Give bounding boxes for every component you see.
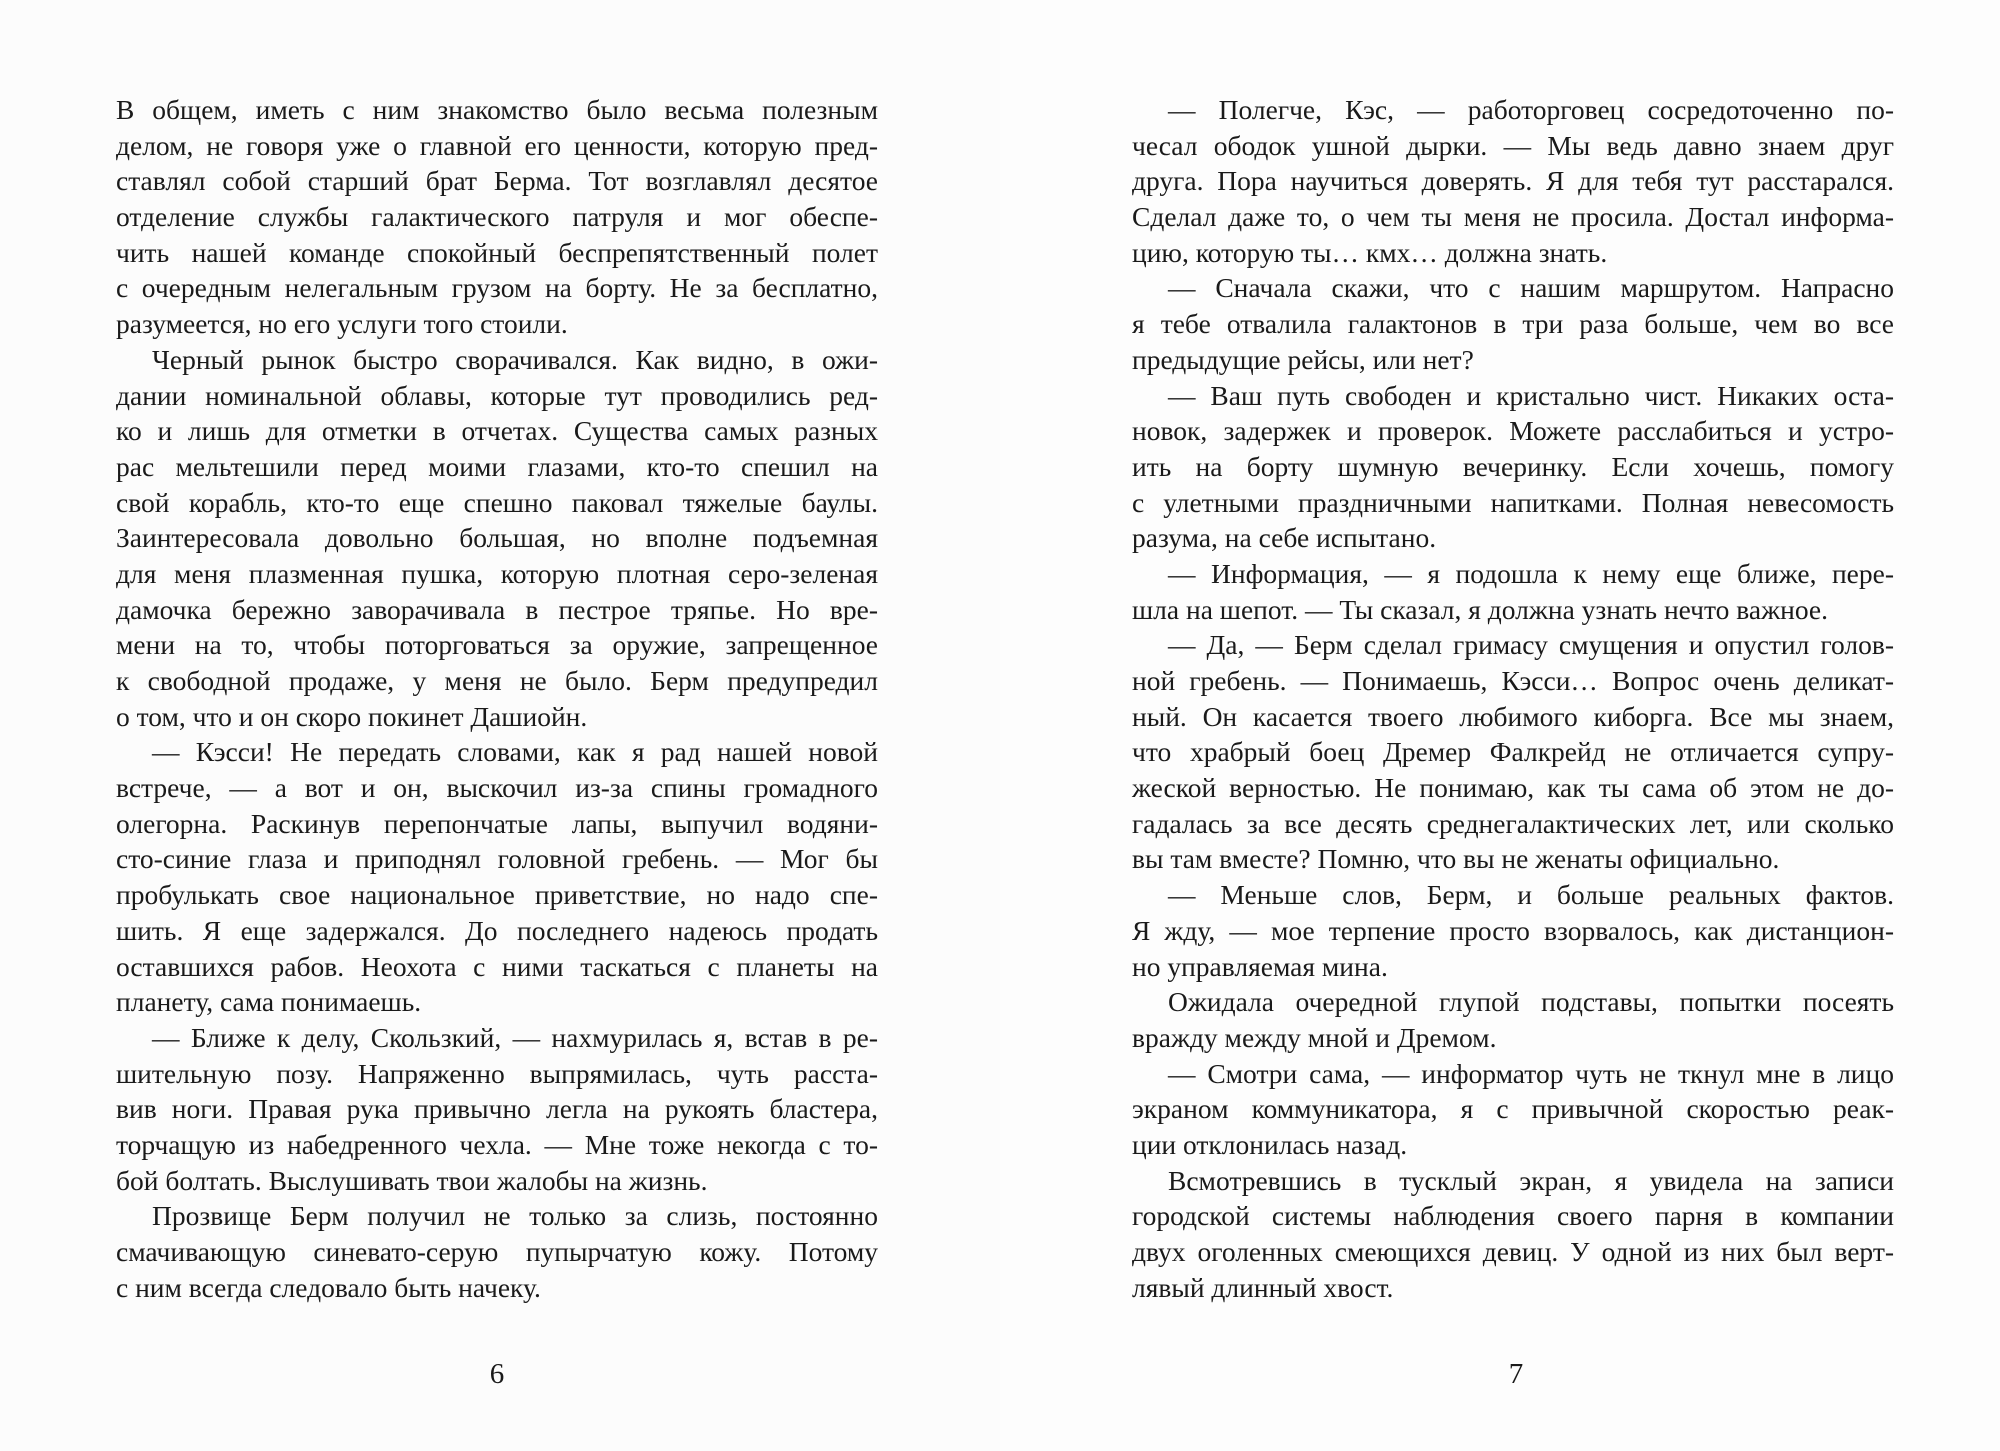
text-line: бой болтать. Выслушивать твои жалобы на жизнь. (116, 1164, 708, 1196)
text-line: с очередным нелегальным грузом на борту. Не за бесплатно, (116, 272, 878, 304)
paragraph (1132, 877, 1894, 984)
text-line: с улетными праздничными напитками. Полная невесомость (1132, 486, 1894, 518)
text-line: о том, что и он скоро покинет Дашиойн. (116, 700, 588, 732)
text-line: ставлял собой старший брат Берма. Тот возглавлял десятое (116, 165, 878, 197)
paragraph (1132, 1163, 1894, 1306)
text-line: рас мельтешили перед моими глазами, кто-то спешил на (116, 450, 878, 482)
text-line: Ожидала очередной глупой подставы, попытки посеять (1168, 986, 1894, 1018)
page-number: 7 (1508, 1358, 1524, 1390)
text-line: чить нашей команде спокойный беспрепятственный полет (116, 236, 878, 268)
text-line: шла на шепот. — Ты сказал, я должна узнать нечто важное. (1132, 593, 1828, 625)
text-line: для меня плазменная пушка, которую плотная серо-зеленая (116, 557, 878, 589)
text-line: разума, на себе испытано. (1132, 522, 1437, 554)
text-line: — Информация, — я подошла к нему еще ближе, пере- (1168, 557, 1894, 589)
page-number: 6 (489, 1358, 505, 1390)
text-line: сто-синие глаза и приподнял головной гребень. — Мог бы (116, 843, 878, 875)
text-line: цию, которую ты… кмх… должна знать. (1132, 236, 1608, 268)
left-page-text (116, 92, 878, 1305)
paragraph (1132, 556, 1894, 627)
text-line: вражду между мной и Дремом. (1132, 1021, 1497, 1053)
text-line: мени на то, чтобы поторговаться за оружие, запрещенное (116, 629, 878, 661)
text-line: чесал ободок ушной дырки. — Мы ведь давно знаем друг (1132, 129, 1894, 161)
text-line: — Кэсси! Не передать словами, как я рад нашей новой (152, 736, 878, 768)
text-line: к свободной продаже, у меня не было. Берм предупредил (116, 665, 878, 696)
text-line: гадалась за все десять среднегалактических лет, или сколько (1132, 807, 1894, 839)
text-line: — Сначала скажи, что с нашим маршрутом. Напрасно (1168, 272, 1894, 304)
text-line: новок, задержек и проверок. Можете расслабиться и устро- (1132, 415, 1894, 447)
text-line: — Полегче, Кэс, — работорговец сосредоточенно по- (1168, 94, 1894, 125)
text-line: ко и лишь для отметки в отчетах. Существа самых разных (116, 415, 878, 447)
right-page-text (1132, 92, 1894, 1305)
text-line: отделение службы галактического патруля и мог обеспе- (116, 201, 878, 233)
text-line: городской системы наблюдения своего парня в компании (1132, 1200, 1894, 1232)
text-line: ной гребень. — Понимаешь, Кэсси… Вопрос очень деликат- (1132, 665, 1894, 696)
paragraph (116, 92, 878, 342)
text-line: торчащую из набедренного чехла. — Мне тоже некогда с то- (116, 1128, 878, 1160)
paragraph (1132, 627, 1894, 877)
text-line: Заинтересовала довольно большая, но вполне подъемная (116, 522, 878, 554)
text-line: жеской верностью. Не понимаю, как ты сама об этом не до- (1132, 772, 1894, 804)
text-line: вив ноги. Правая рука привычно легла на рукоять бластера, (116, 1093, 878, 1125)
right-page (1000, 0, 2000, 1451)
text-line: двух оголенных смеющихся девиц. У одной из них был верт- (1132, 1236, 1894, 1267)
paragraph (116, 734, 878, 1020)
text-line: делом, не говоря уже о главной его ценности, которую пред- (116, 129, 878, 161)
text-line: — Ближе к делу, Скользкий, — нахмурилась я, встав в ре- (152, 1021, 878, 1053)
text-line: Я жду, — мое терпение просто взорвалось, как дистанцион- (1132, 914, 1894, 946)
text-line: планету, сама понимаешь. (116, 986, 422, 1018)
text-line: смачивающую синевато-серую пупырчатую кожу. Потому (116, 1236, 878, 1267)
text-line: лявый длинный хвост. (1132, 1271, 1394, 1303)
text-line: друга. Пора научиться доверять. Я для тебя тут расстарался. (1132, 165, 1894, 197)
paragraph (116, 342, 878, 735)
text-line: Сделал даже то, о чем ты меня не просила. Достал информа- (1132, 201, 1894, 233)
text-line: что храбрый боец Дремер Фалкрейд не отличается супру- (1132, 736, 1894, 768)
paragraph (1132, 378, 1894, 556)
text-line: экраном коммуникатора, я с привычной скоростью реак- (1132, 1093, 1894, 1125)
paragraph (1132, 1056, 1894, 1163)
paragraph (1132, 984, 1894, 1055)
text-line: шить. Я еще задержался. До последнего надеюсь продать (116, 914, 878, 946)
paragraph (116, 1020, 878, 1198)
text-line: В общем, иметь с ним знакомство было весьма полезным (116, 94, 878, 125)
text-line: — Меньше слов, Берм, и больше реальных фактов. (1168, 879, 1894, 911)
text-line: дании номинальной облавы, которые тут проводились ред- (116, 379, 878, 411)
text-line: Всмотревшись в тусклый экран, я увидела на записи (1168, 1164, 1894, 1196)
text-line: встрече, — а вот и он, выскочил из-за спины громадного (116, 772, 878, 804)
text-line: с ним всегда следовало быть начеку. (116, 1271, 541, 1303)
text-line: — Да, — Берм сделал гримасу смущения и опустил голов- (1168, 629, 1894, 661)
text-line: Прозвище Берм получил не только за слизь, постоянно (152, 1200, 878, 1232)
paragraph (116, 1198, 878, 1305)
text-line: олегорна. Раскинув перепончатые лапы, выпучил водяни- (116, 807, 878, 839)
text-line: но управляемая мина. (1132, 950, 1388, 982)
text-line: вы там вместе? Помню, что вы не женаты официально. (1132, 843, 1780, 875)
text-line: ный. Он касается твоего любимого киборга. Все мы знаем, (1132, 700, 1894, 732)
text-line: Черный рынок быстро сворачивался. Как видно, в ожи- (152, 343, 878, 375)
text-line: свой корабль, кто-то еще спешно паковал тяжелые баулы. (116, 486, 878, 518)
text-line: предыдущие рейсы, или нет? (1132, 343, 1474, 375)
text-line: пробулькать свое национальное приветствие, но надо спе- (116, 879, 878, 911)
text-line: оставшихся рабов. Неохота с ними таскаться с планеты на (116, 950, 878, 982)
text-line: — Смотри сама, — информатор чуть не ткнул мне в лицо (1168, 1057, 1894, 1089)
paragraph (1132, 270, 1894, 377)
text-line: шительную позу. Напряженно выпрямилась, чуть расста- (116, 1057, 878, 1089)
paragraph (1132, 92, 1894, 270)
text-line: разумеется, но его услуги того стоили. (116, 308, 568, 340)
text-line: ции отклонилась назад. (1132, 1128, 1408, 1160)
text-line: — Ваш путь свободен и кристально чист. Никаких оста- (1168, 379, 1894, 411)
text-line: ить на борту шумную вечеринку. Если хочешь, помогу (1132, 450, 1894, 482)
text-line: дамочка бережно заворачивала в пестрое тряпье. Но вре- (116, 593, 878, 625)
text-line: я тебе отвалила галактонов в три раза больше, чем во все (1132, 308, 1894, 340)
